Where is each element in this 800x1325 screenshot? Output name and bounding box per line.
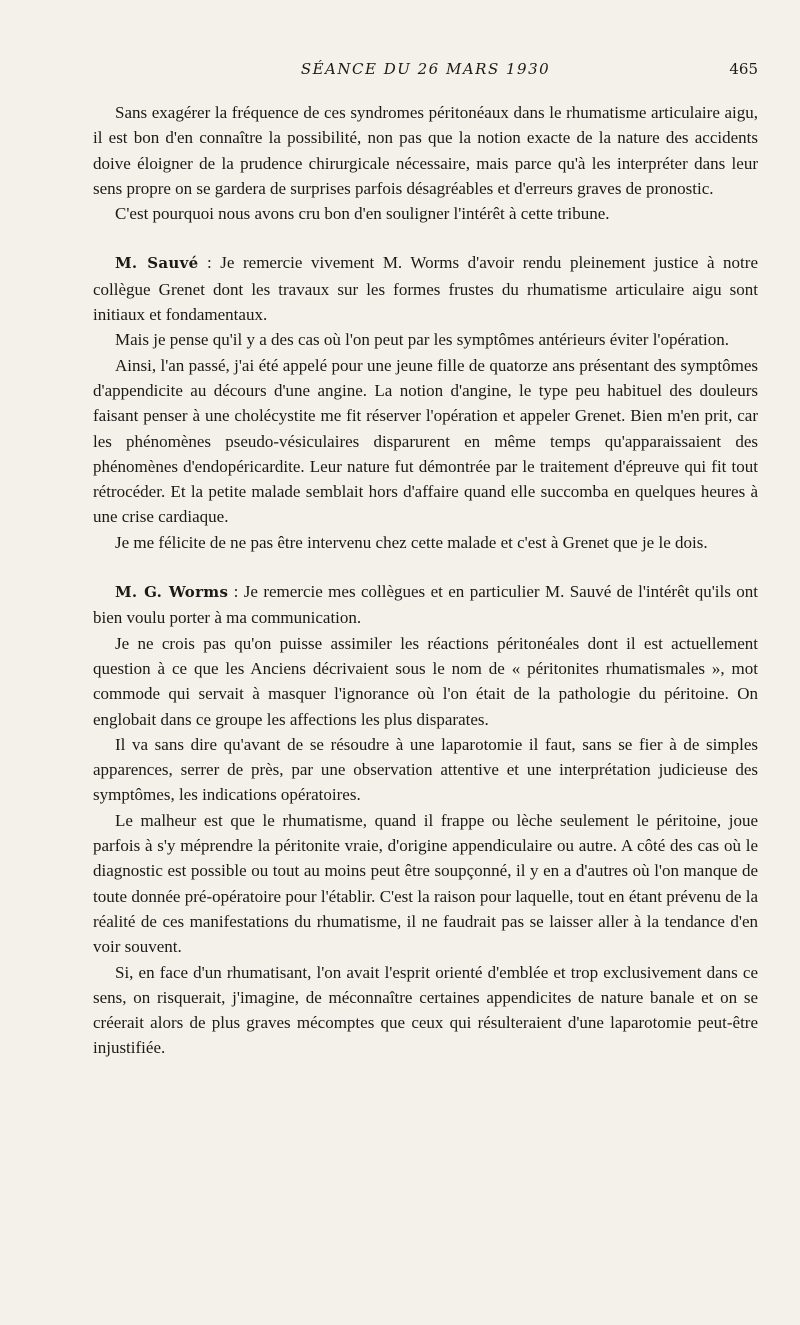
paragraph-4 xyxy=(93,327,758,352)
paragraph-text: Si, en face d'un rhumatisant, l'on avait l'esprit orienté d'emblée et trop exclusivement dans ce sens, on risquerait, j'imagine, de méconnaître certaines appendicites de nature banale et on se créerait alors de plus graves mécomptes que ceux qui résulteraient d'une laparotomie peut-être injustifiée. xyxy=(93,962,758,1058)
paragraph-8 xyxy=(93,631,758,732)
paragraph-text: C'est pourquoi nous avons cru bon d'en souligner l'intérêt à cette tribune. xyxy=(115,204,610,224)
paragraph-text: Mais je pense qu'il y a des cas où l'on peut par les symptômes antérieurs éviter l'opération. xyxy=(115,330,729,350)
paragraph-9 xyxy=(93,732,758,808)
paragraph-text: : Je remercie mes collègues et en particulier M. Sauvé de l'intérêt qu'ils ont bien voulu porter à ma communication. xyxy=(93,582,758,628)
paragraph-3 xyxy=(93,250,758,327)
paragraph-text: Il va sans dire qu'avant de se résoudre à une laparotomie il faut, sans se fier à de simples apparences, serrer de près, par une observation attentive et une interprétation judicieuse des symptômes, les indications opératoires. xyxy=(93,734,758,805)
paragraph-7 xyxy=(93,579,758,631)
paragraph-text: Ainsi, l'an passé, j'ai été appelé pour une jeune fille de quatorze ans présentant des symptômes d'appendicite au décours d'une angine. La notion d'angine, le type peu habituel des douleurs faisant penser à une cholécystite me fit réserver l'opération et appeler Grenet. Bien m'en prit, car les phénomènes pseudo-vésiculaires disparurent en même temps qu'apparaissaient des phénomènes d'endopéricardite. Leur nature fut démontrée par le traitement d'épreuve qui fit tout rétrocéder. Et la petite malade semblait hors d'affaire quand elle succomba en quelques heures à une crise cardiaque. xyxy=(93,355,758,527)
body-text xyxy=(93,100,758,1061)
paragraph-1 xyxy=(93,100,758,201)
paragraph-text: Je ne crois pas qu'on puisse assimiler les réactions péritonéales dont il est actuellement question à ce que les Anciens décrivaient sous le nom de « péritonites rhumatismales », mot commode qui servait à masquer l'ignorance où l'on était de la pathologie du péritoine. On englobait dans ce groupe les affections les plus disparates. xyxy=(93,633,758,729)
paragraph-text: : Je remercie vivement M. Worms d'avoir rendu pleinement justice à notre collègue Grenet dont les travaux sur les formes frustes du rhumatisme articulaire aigu sont initiaux et fondamentaux. xyxy=(93,253,758,325)
page-number: 465 xyxy=(729,60,758,78)
running-title: SÉANCE DU 26 MARS 1930 xyxy=(300,60,551,78)
speaker-name: M. G. Worms xyxy=(115,583,229,602)
paragraph-10 xyxy=(93,808,758,960)
speaker-name: M. Sauvé xyxy=(115,254,199,273)
paragraph-6 xyxy=(93,530,758,555)
running-header xyxy=(93,60,758,84)
paragraph-11 xyxy=(93,960,758,1061)
paragraph-2 xyxy=(93,201,758,226)
paragraph-5 xyxy=(93,353,758,530)
paragraph-text: Je me félicite de ne pas être intervenu chez cette malade et c'est à Grenet que je le dois. xyxy=(115,532,708,552)
paragraph-text: Sans exagérer la fréquence de ces syndromes péritonéaux dans le rhumatisme articulaire aigu, il est bon d'en connaître la possibilité, non pas que la notion exacte de la nature des accidents doive éloigner de la prudence chirurgicale nécessaire, mais parce qu'à les interpréter dans leur sens propre on se gardera de surprises parfois désagréables et d'erreurs graves de pronostic. xyxy=(93,103,758,198)
paragraph-text: Le malheur est que le rhumatisme, quand il frappe ou lèche seulement le péritoine, joue parfois à s'y méprendre la péritonite vraie, d'origine appendiculaire ou autre. A côté des cas où le diagnostic est possible ou tout au moins peut être soupçonné, il y en a d'autres où l'on manque de toute donnée pré-opératoire pour l'établir. C'est la raison pour laquelle, tout en étant prévenu de la réalité de ces manifestations du rhumatisme, il ne faudrait pas se laisser aller à la tendance d'en voir souvent. xyxy=(93,810,758,957)
